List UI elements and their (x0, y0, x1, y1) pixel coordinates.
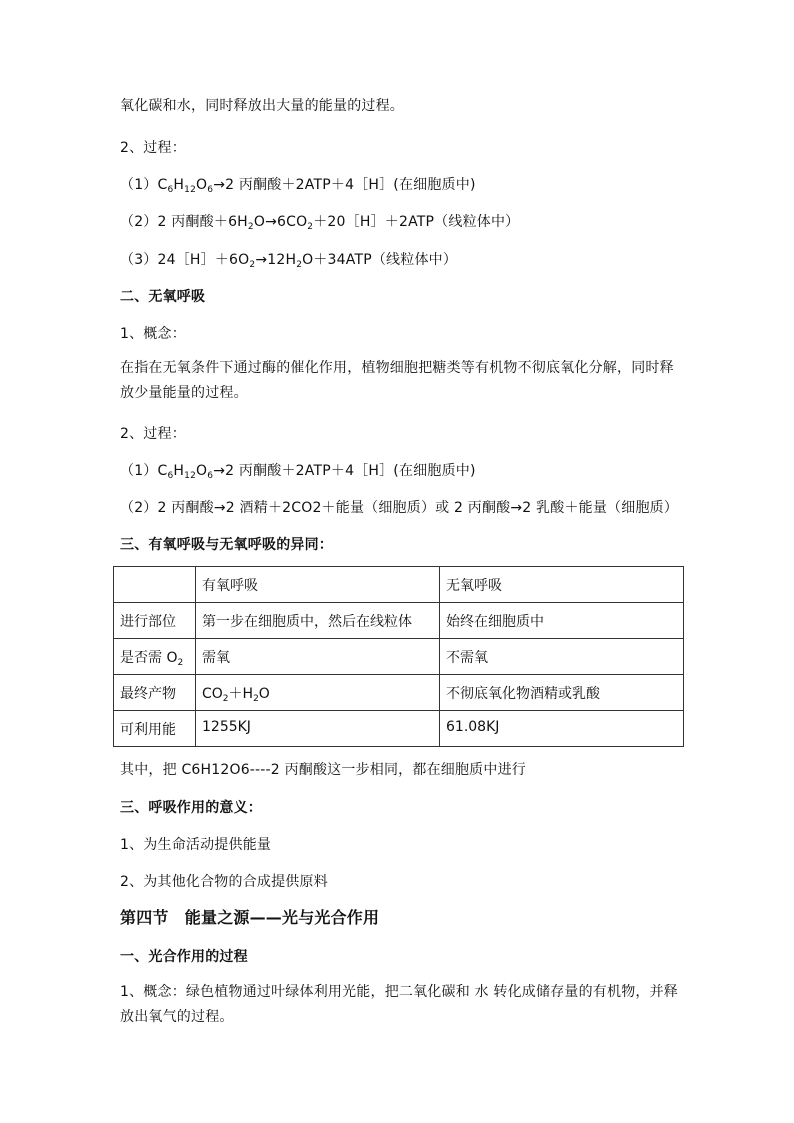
section-heading: 三、呼吸作用的意义： (120, 800, 262, 816)
text-line: 1、为生命活动提供能量 (120, 837, 272, 853)
text-line: 1、概念： (120, 326, 186, 342)
table-row (114, 711, 684, 747)
table-cell: 可利用能 (114, 711, 196, 747)
text-line: 其中，把 C6H12O6----2 丙酮酸这一步相同，都在细胞质中进行 (120, 762, 526, 778)
text-line: 2、为其他化合物的合成提供原料 (120, 874, 328, 890)
table-row (114, 603, 684, 639)
text-line: 2、过程： (120, 140, 186, 156)
table-cell: 始终在细胞质中 (440, 603, 684, 639)
table-cell: 第一步在细胞质中，然后在线粒体 (196, 603, 440, 639)
chapter-heading: 第四节 能量之源——光与光合作用 (120, 908, 380, 927)
text-line: 氧化碳和水，同时释放出大量的能量的过程。 (120, 98, 404, 114)
equation-line: $(1)C_6H_{12}O_6\to 2$ 丙酮酸＋2ATP＋4［H］(在细胞质中) (120, 177, 476, 195)
paragraph: 1、概念：绿色植物通过叶绿体利用光能，把二氧化碳和 水 转化成储存量的有机物，并释放出氧气的过程。 (120, 984, 679, 1025)
section-heading: 三、有氧呼吸与无氧呼吸的异同： (120, 537, 333, 553)
table-cell: 1255KJ (196, 711, 440, 747)
table-row (114, 567, 684, 603)
table-cell: 无氧呼吸 (440, 567, 684, 603)
table-row (114, 639, 684, 675)
table-cell: 有氧呼吸 (196, 567, 440, 603)
table-cell: 不彻底氧化物酒精或乳酸 (440, 675, 684, 711)
comparison-table (113, 566, 684, 747)
equation-line: （2）2 丙酮酸$+6H_2O\to 6CO_2+20[H]+2ATP$（线粒体中） (120, 214, 520, 232)
section-heading: 二、无氧呼吸 (120, 289, 206, 305)
table-cell: $CO_2+H_2O$ (196, 675, 440, 711)
section-heading: 一、光合作用的过程 (120, 949, 248, 965)
table-cell: 61.08KJ (440, 711, 684, 747)
table-cell (114, 567, 196, 603)
paragraph: 在指在无氧条件下通过酶的催化作用，植物细胞把糖类等有机物不彻底氧化分解，同时释放少量能量的过程。 (120, 360, 674, 401)
table-cell: 是否需 $O_2$ (114, 639, 196, 675)
table-cell: 进行部位 (114, 603, 196, 639)
table-cell: 需氧 (196, 639, 440, 675)
text-line: 2、过程： (120, 426, 186, 442)
equation-line: $(1)C_6H_{12}O_6\to 2$ 丙酮酸＋2ATP＋4［H］(在细胞质中) (120, 463, 476, 481)
equation-line: （2）2 丙酮酸→2 酒精＋2CO2＋能量（细胞质）或 2 丙酮酸→2 乳酸＋能量（细胞质） (120, 500, 679, 516)
equation-line: $(3)24[H]+6O_2\to 12H_2O+34ATP$（线粒体中） (120, 252, 458, 270)
table-row (114, 675, 684, 711)
table-cell: 最终产物 (114, 675, 196, 711)
table-cell: 不需氧 (440, 639, 684, 675)
